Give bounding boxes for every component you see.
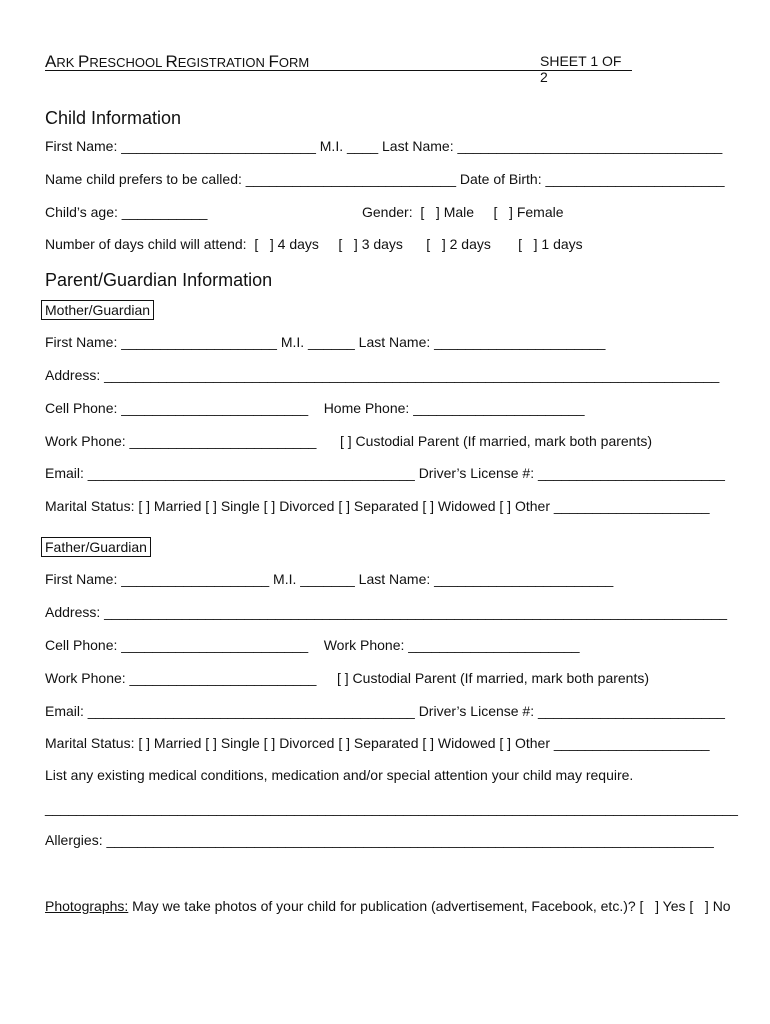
mother-guardian-label: Mother/Guardian bbox=[41, 300, 154, 320]
father-phones-line[interactable]: Cell Phone: ________________________ Work Phone: ______________________ bbox=[45, 637, 580, 653]
mother-marital-status-options[interactable]: Marital Status: [ ] Married [ ] Single [ ] Divorced [ ] Separated [ ] Widowed [ ] Other ____________________ bbox=[45, 498, 710, 514]
form-title: ARK PRESCHOOL REGISTRATION FORM bbox=[45, 52, 310, 71]
mother-phones-line[interactable]: Cell Phone: ________________________ Home Phone: ______________________ bbox=[45, 400, 585, 416]
photo-consent-line[interactable] bbox=[45, 898, 731, 914]
child-info-heading: Child Information bbox=[45, 108, 182, 128]
father-custodial-checkbox[interactable]: [ ] Custodial Parent (If married, mark both parents) bbox=[337, 670, 650, 686]
medical-conditions-field[interactable]: _________________________________________________________________________________________ bbox=[45, 800, 738, 816]
father-work-phone-field[interactable]: Work Phone: ________________________ bbox=[45, 670, 317, 686]
child-preferred-name-dob-line[interactable]: Name child prefers to be called: ___________________________ Date of Birth: _______________________ bbox=[45, 171, 725, 187]
child-age-field[interactable]: Child’s age: ___________ bbox=[45, 204, 208, 220]
mother-email-license-line[interactable]: Email: __________________________________________ Driver’s License #: ________________________ bbox=[45, 465, 725, 481]
father-email-license-line[interactable]: Email: __________________________________________ Driver’s License #: ________________________ bbox=[45, 703, 725, 719]
parent-info-heading: Parent/Guardian Information bbox=[45, 270, 273, 290]
father-guardian-label: Father/Guardian bbox=[41, 537, 151, 557]
allergies-field[interactable]: Allergies: ______________________________________________________________________________ bbox=[45, 832, 714, 848]
mother-address-field[interactable]: Address: _______________________________________________________________________________ bbox=[45, 367, 720, 383]
medical-conditions-prompt: List any existing medical conditions, medication and/or special attention your child may require. bbox=[45, 767, 634, 783]
mother-name-line[interactable]: First Name: ____________________ M.I. ______ Last Name: ______________________ bbox=[45, 334, 606, 350]
sheet-number: SHEET 1 OF 2 bbox=[540, 53, 622, 85]
child-name-line[interactable]: First Name: _________________________ M.I. ____ Last Name: __________________________________ bbox=[45, 138, 723, 154]
father-address-field[interactable]: Address: ________________________________________________________________________________ bbox=[45, 604, 728, 620]
father-name-line[interactable]: First Name: ___________________ M.I. _______ Last Name: _______________________ bbox=[45, 571, 614, 587]
mother-custodial-checkbox[interactable]: [ ] Custodial Parent (If married, mark both parents) bbox=[340, 433, 653, 449]
father-marital-status-options[interactable]: Marital Status: [ ] Married [ ] Single [ ] Divorced [ ] Separated [ ] Widowed [ ] Other ____________________ bbox=[45, 735, 710, 751]
photographs-label: Photographs: bbox=[45, 898, 129, 914]
attendance-days-options[interactable]: Number of days child will attend: [ ] 4 days [ ] 3 days [ ] 2 days [ ] 1 days bbox=[45, 236, 583, 252]
form-title-row bbox=[45, 50, 632, 85]
child-gender-options[interactable]: Gender: [ ] Male [ ] Female bbox=[362, 204, 564, 220]
photo-consent-text[interactable]: May we take photos of your child for publication (advertisement, Facebook, etc.)? [ ] Yes [ ] No bbox=[128, 898, 731, 914]
mother-work-phone-field[interactable]: Work Phone: ________________________ bbox=[45, 433, 317, 449]
